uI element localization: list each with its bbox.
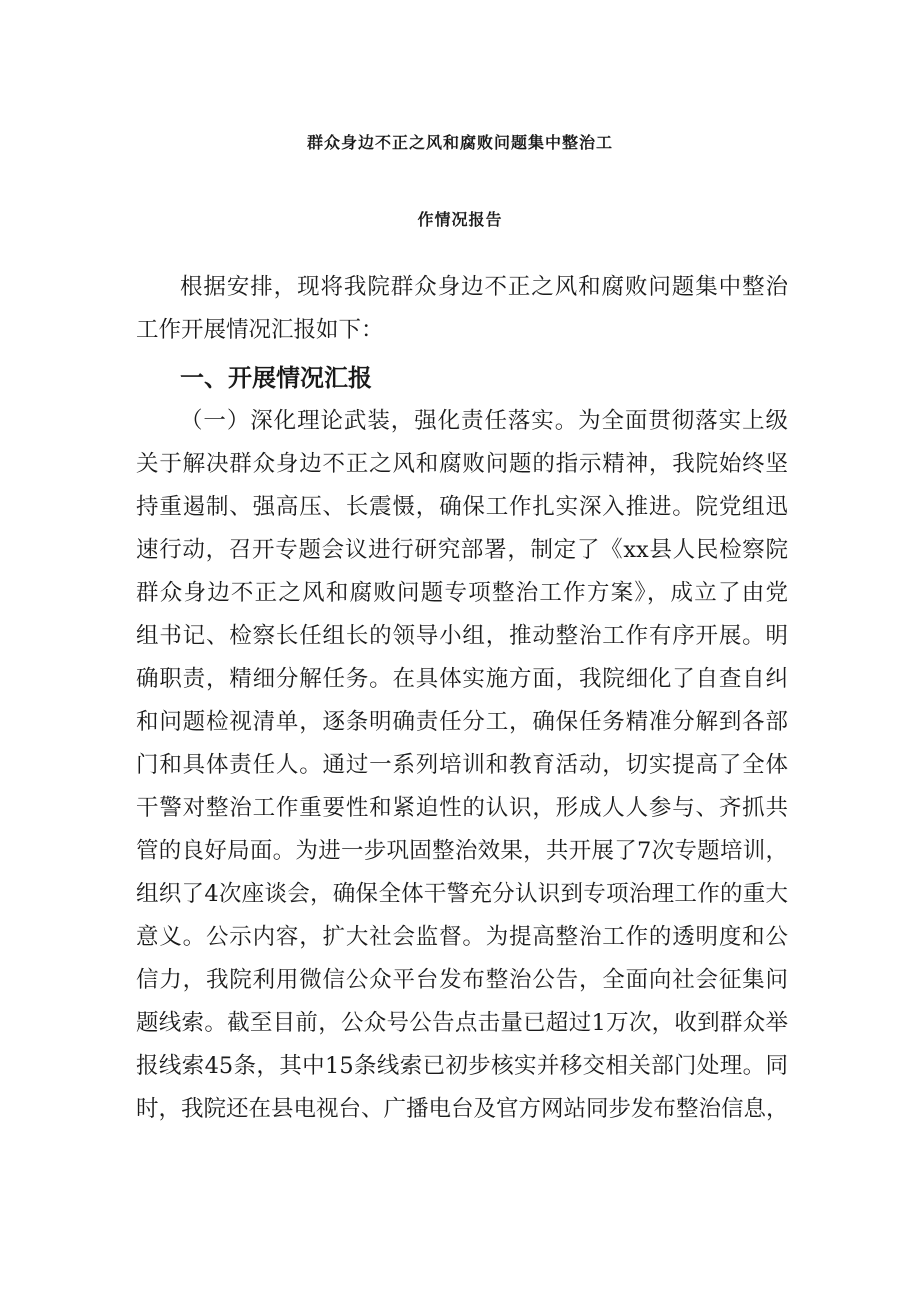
body-line: 干警对整治工作重要性和紧迫性的认识，形成人人参与、齐抓共 (136, 795, 788, 821)
section-heading: 一、开展情况汇报 (180, 364, 372, 392)
intro-line: 工作开展情况汇报如下： (136, 317, 384, 343)
body-line: （一）深化理论武装，强化责任落实。为全面贯彻落实上级 (180, 408, 788, 434)
body-line: 管的良好局面。为进一步巩固整治效果，共开展了7次专题培训， (136, 838, 788, 864)
body-line: 速行动，召开专题会议进行研究部署，制定了《xx县人民检察院 (136, 537, 788, 563)
body-line: 关于解决群众身边不正之风和腐败问题的指示精神，我院始终坚 (136, 451, 788, 477)
body-line: 信力，我院利用微信公众平台发布整治公告，全面向社会征集问 (136, 967, 788, 993)
body-line: 意义。公示内容，扩大社会监督。为提高整治工作的透明度和公 (136, 924, 788, 950)
body-line: 持重遏制、强高压、长震慑，确保工作扎实深入推进。院党组迅 (136, 494, 788, 520)
intro-line: 根据安排，现将我院群众身边不正之风和腐败问题集中整治 (180, 274, 788, 300)
document-title-line-2: 作情况报告 (417, 210, 503, 229)
body-line: 群众身边不正之风和腐败问题专项整治工作方案》，成立了由党 (136, 580, 788, 606)
body-line: 报线索45条，其中15条线索已初步核实并移交相关部门处理。同 (136, 1053, 788, 1079)
body-line: 组织了4次座谈会，确保全体干警充分认识到专项治理工作的重大 (136, 881, 788, 907)
body-line: 题线索。截至目前，公众号公告点击量已超过1万次，收到群众举 (136, 1010, 788, 1036)
body-line: 门和具体责任人。通过一系列培训和教育活动，切实提高了全体 (136, 752, 788, 778)
body-line: 组书记、检察长任组长的领导小组，推动整治工作有序开展。明 (136, 623, 788, 649)
body-line: 时，我院还在县电视台、广播电台及官方网站同步发布整治信息， (136, 1096, 789, 1122)
body-line: 确职责，精细分解任务。在具体实施方面，我院细化了自查自纠 (136, 666, 788, 692)
document-title-line-1: 群众身边不正之风和腐败问题集中整治工 (306, 133, 613, 152)
body-line: 和问题检视清单，逐条明确责任分工，确保任务精准分解到各部 (136, 709, 788, 735)
